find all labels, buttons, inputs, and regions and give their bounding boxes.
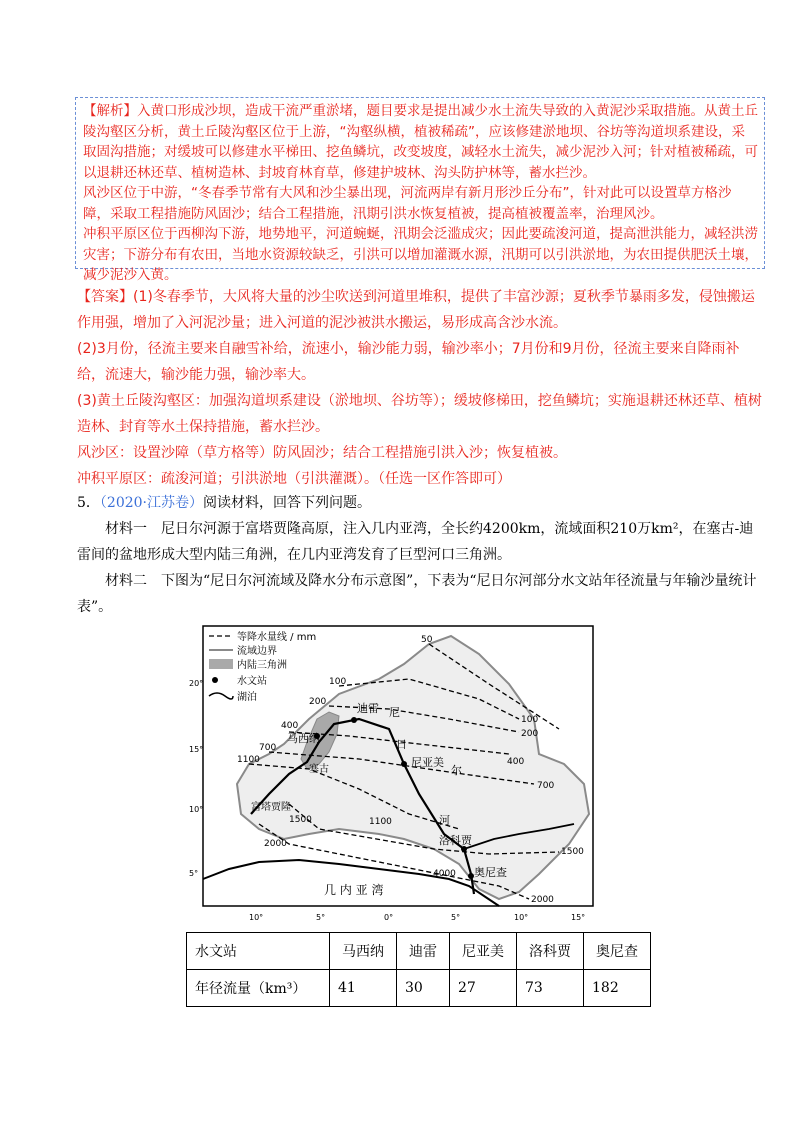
- isohyet-label: 100: [329, 677, 347, 687]
- question-number: 5．: [77, 495, 100, 511]
- answer-1: [77, 284, 767, 336]
- answer-tag: 【答案】: [77, 289, 133, 305]
- answer-3: (3)黄土丘陵沟壑区：加强沟道坝系建设（淤地坝、谷坊等）；缓坡修梯田，挖鱼鳞坑；实施退耕还林还草、植树造林、封育等水土保持措施，蓄水拦沙。: [77, 393, 762, 435]
- analysis-paragraph-3: 冲积平原区位于西柳沟下游，地势地平，河道蜿蜒，汛期会泛滥成灾；因此要疏浚河道，提高泄洪能力，减轻洪涝灾害；下游分布有农田，当地水资源较缺乏，引洪可以增加灌溉水源，汛期可以引洪淤地，为农田提供肥沃土壤，减少泥沙入黄。: [83, 226, 758, 283]
- isohyet-label: 400: [281, 721, 299, 731]
- river-label-ri: 日: [396, 738, 407, 751]
- river-label-er: 尔: [451, 764, 462, 777]
- hydrology-table: [186, 932, 651, 1007]
- lon-label: 5°: [316, 913, 326, 922]
- place-lokoja: 洛科贾: [439, 834, 472, 847]
- isohyet-label: 1500: [289, 815, 312, 825]
- niger-basin-map: [189, 624, 609, 924]
- station-marker: [401, 761, 407, 767]
- table-cell: 182: [584, 970, 651, 1007]
- isohyet-label: 1100: [369, 817, 392, 827]
- station-marker: [351, 717, 357, 723]
- place-diley: 迪雷: [357, 702, 379, 715]
- isohyet-label: 2000: [264, 839, 287, 849]
- table-cell: 洛科贾: [517, 933, 584, 970]
- isohyet-label: 200: [309, 697, 327, 707]
- lon-label: 10°: [249, 913, 264, 922]
- table-header-cell: 水文站: [187, 933, 330, 970]
- isohyet-label: 1500: [561, 847, 584, 857]
- question-heading: [77, 490, 767, 516]
- question-prompt: 阅读材料，回答下列问题。: [203, 495, 372, 511]
- question-source: （2020·江苏卷）: [99, 495, 204, 511]
- table-cell: 迪雷: [397, 933, 450, 970]
- legend-delta: 内陆三角洲: [237, 660, 287, 671]
- table-header-cell: 年径流量（km³）: [187, 970, 330, 1007]
- lat-label: 5°: [189, 869, 199, 878]
- isohyet-label: 1100: [237, 755, 260, 765]
- lat-label: 10°: [189, 805, 204, 814]
- isohyet-label: 700: [259, 743, 277, 753]
- table-cell: 尼亚美: [450, 933, 517, 970]
- isohyet-label: 4000: [433, 869, 456, 879]
- river-label-he: 河: [439, 814, 450, 827]
- isohyet-label: 2000: [531, 895, 554, 905]
- isohyet-label: 50: [421, 635, 433, 645]
- table-cell: 30: [397, 970, 450, 1007]
- legend-lake: 湖泊: [237, 692, 257, 703]
- analysis-paragraph-2: 风沙区位于中游，“冬春季节常有大风和沙尘暴出现，河流两岸有新月形沙丘分布”，针对此可以设置草方格沙障，采取工程措施防风固沙；结合工程措施，汛期引洪水恢复植被，提高植被覆盖率，治理风沙。: [83, 185, 732, 222]
- legend-station: 水文站: [237, 676, 267, 687]
- place-segou: 塞古: [309, 764, 329, 775]
- place-fouta: 富塔贾隆: [251, 802, 291, 813]
- answer-1-text: (1)冬春季节，大风将大量的沙尘吹送到河道里堆积，提供了丰富沙源；夏秋季节暴雨多发，侵蚀搬运作用强，增加了入河泥沙量；进入河道的泥沙被洪水搬运，易形成高含沙水流。: [77, 289, 755, 331]
- lon-label: 5°: [451, 913, 461, 922]
- place-niamey: 尼亚美: [411, 756, 444, 769]
- question-5: [77, 490, 767, 620]
- lon-label: 15°: [571, 913, 586, 922]
- table-row: [187, 933, 651, 970]
- isohyet-label: 400: [507, 757, 525, 767]
- lon-label: 0°: [384, 913, 394, 922]
- isohyet-label: 200: [521, 729, 539, 739]
- table-cell: 73: [517, 970, 584, 1007]
- legend-boundary: 流域边界: [237, 646, 277, 657]
- lat-label: 15°: [189, 745, 204, 754]
- material-1: 材料一 尼日尔河源于富塔贾隆高原，注入几内亚湾，全长约4200km，流域面积210万km²，在塞古-迪雷间的盆地形成大型内陆三角洲，在几内亚湾发育了巨型河口三角洲。: [77, 521, 754, 563]
- analysis-box: [75, 97, 765, 283]
- place-masina: 马西纳: [287, 732, 320, 745]
- isohyet-label: 100: [521, 715, 539, 725]
- isohyet-label: 700: [537, 781, 555, 791]
- answer-2: (2)3月份，径流主要来自融雪补给，流速小，输沙能力弱，输沙率小；7月份和9月份，径流主要来自降雨补给，流速大，输沙能力强，输沙率大。: [77, 341, 740, 383]
- river-label-ni: 尼: [389, 706, 400, 719]
- answer-4: 风沙区：设置沙障（草方格等）防风固沙；结合工程措施引洪入沙；恢复植被。: [77, 445, 567, 461]
- material-2: 材料二 下图为“尼日尔河流域及降水分布示意图”，下表为“尼日尔河部分水文站年径流量与年输沙量统计表”。: [77, 573, 757, 615]
- lon-label: 10°: [514, 913, 529, 922]
- place-onitsha: 奥尼查: [474, 866, 507, 879]
- lat-label: 20°: [189, 679, 204, 688]
- table-cell: 41: [330, 970, 397, 1007]
- legend-isohyet: 等降水量线 / mm: [237, 632, 317, 643]
- answer-section: [77, 284, 767, 492]
- table-cell: 奥尼查: [584, 933, 651, 970]
- table-row: [187, 970, 651, 1007]
- analysis-paragraph-1: 【解析】入黄口形成沙坝，造成干流严重淤堵，题目要求是提出减少水土流失导致的入黄泥沙采取措施。从黄土丘陵沟壑区分析，黄土丘陵沟壑区位于上游，“沟壑纵横，植被稀疏”，应该修建淤地坝、谷坊等沟道坝系建设，采取固沟措施；对缓坡可以修建水平梯田、挖鱼鳞坑，改变坡度，减轻水土流失，减少泥沙入河；针对植被稀疏，可以退耕还林还草、植树造林、封坡育林育草，修建护坡林、沟头防护林等，蓄水拦沙。: [83, 103, 758, 181]
- place-gulf: 几 内 亚 湾: [324, 883, 384, 897]
- answer-5: 冲积平原区：疏浚河道；引洪淤地（引洪灌溉）。（任选一区作答即可）: [77, 471, 511, 487]
- table-cell: 27: [450, 970, 517, 1007]
- table-cell: 马西纳: [330, 933, 397, 970]
